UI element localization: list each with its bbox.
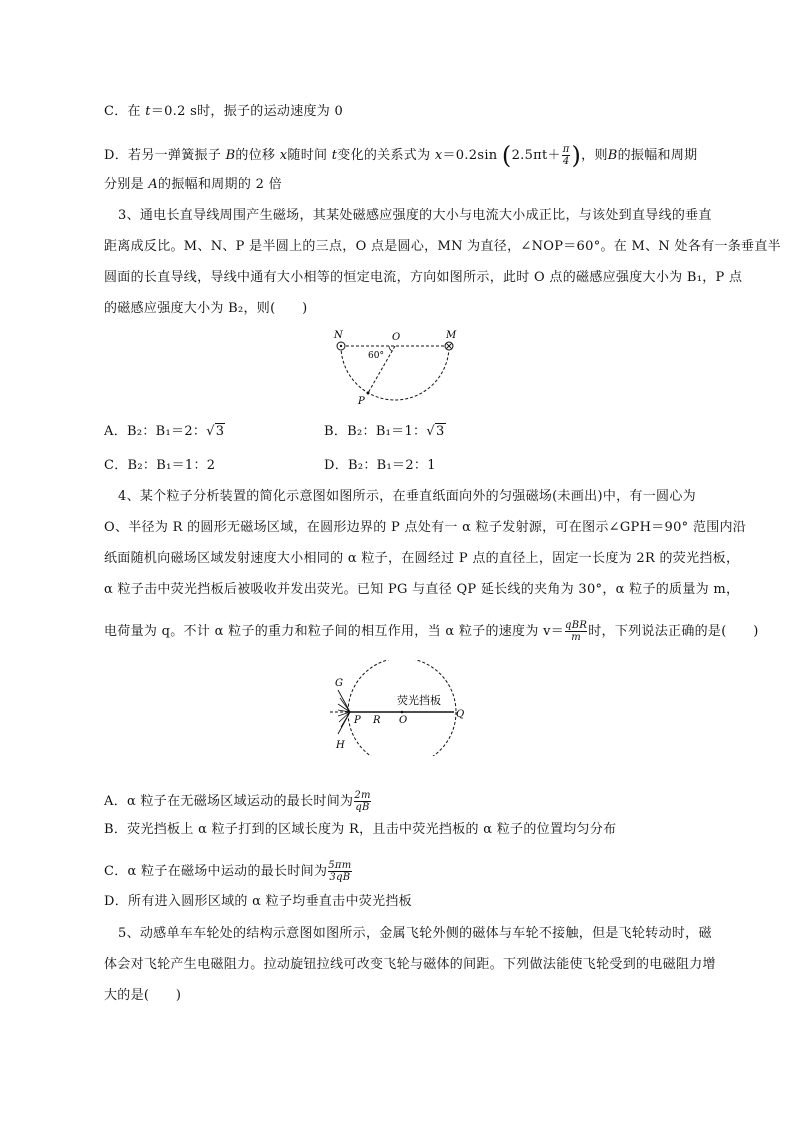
emitter-fan-icon [338, 698, 350, 727]
q3-stem-line3: 圆面的长直导线，导线中通有大小相等的恒定电流，方向如图所示，此时 O 点的磁感应强度大小为 B₁，P 点 [104, 270, 743, 285]
label-p: P [358, 396, 365, 407]
angle-arc [389, 346, 392, 351]
sqrt-symbol: √3 [426, 424, 445, 439]
label-h: H [336, 740, 345, 751]
q3-option-d: D．B₂：B₁＝2：1 [324, 458, 436, 473]
q3-stem-line2: 距离成反比。M、N、P 是半圆上的三点，O 点是圆心，MN 为直径，∠NOP＝60°。在 M、N 处各有一条垂直半 [104, 239, 781, 254]
q5-stem-line2: 体会对飞轮产生电磁阻力。拉动旋钮拉线可改变飞轮与磁体的间距。下列做法能使飞轮受到的电磁阻力增 [104, 957, 716, 972]
q4-stem-line5: 电荷量为 q。不计 α 粒子的重力和粒子间的相互作用，当 α 粒子的速度为 v＝ $\frac{\text{qBR}}{m}$ 时，下列说法正确的是( ) [104, 620, 759, 643]
q4-option-d: D．所有进入圆形区域的 α 粒子均垂直击中荧光挡板 [104, 894, 412, 909]
semicircle-arc [341, 346, 449, 400]
label-g: G [335, 678, 343, 689]
q4-stem-line2: O、半径为 R 的圆形无磁场区域，在圆形边界的 P 点处有一 α 粒子发射源，可在图示∠GPH＝90° 范围内沿 [104, 520, 747, 535]
sqrt-symbol: √3 [206, 424, 225, 439]
q5-stem-line1: 5、动感单车车轮处的结构示意图如图所示，金属飞轮外侧的磁体与车轮不接触，但是飞轮转动时，磁 [118, 926, 712, 941]
sin-argument: 2.5πt＋ [511, 148, 561, 163]
field-free-circle [348, 660, 456, 756]
q2-option-c: C．在 t＝0.2 s时，振子的运动速度为 0 [104, 104, 344, 119]
label-q: Q [456, 709, 465, 720]
ray-pg [338, 690, 350, 712]
label-o: O [399, 715, 408, 726]
q4-stem-line3: 纸面随机向磁场区域发射速度大小相同的 α 粒子，在圆经过 P 点的直径上，固定一长度为 2R 的荧光挡板， [104, 551, 740, 566]
q4-stem-line1: 4、某个粒子分析装置的简化示意图如图所示，在垂直纸面向外的匀强磁场(未画出)中，有一圆心为 [118, 489, 696, 504]
q3-option-c: C．B₂：B₁＝1：2 [104, 458, 216, 473]
q5-stem-line3: 大的是( ) [104, 988, 182, 1003]
q3-stem-line4: 的磁感应强度大小为 B₂，则( ) [104, 301, 308, 316]
q4-stem-line4: α 粒子击中荧光挡板后被吸收并发出荧光。已知 PG 与直径 QP 延长线的夹角为 30°，α 粒子的质量为 m， [104, 582, 740, 597]
label-o: O [392, 332, 401, 343]
point-p-dot [367, 392, 370, 395]
q3-semicircle-figure [328, 326, 468, 410]
label-r: R [373, 715, 381, 726]
label-n: N [334, 330, 343, 341]
q2-option-d-line2: 分别是 A的振幅和周期的 2 倍 [104, 177, 282, 192]
q3-stem-line1: 3、通电长直导线周围产生磁场，其某处磁感应强度的大小与电流大小成正比，与该处到直导线的垂直 [118, 208, 712, 223]
center-o-dot [401, 711, 404, 714]
q4-option-b: B．荧光挡板上 α 粒子打到的区域长度为 R，且击中荧光挡板的 α 粒子的位置均匀分布 [104, 822, 617, 837]
label-angle: 60° [368, 351, 384, 361]
q2-option-d: D．若另一弹簧振子 B的位移 x随时间 t变化的关系式为 x＝0.2sin (2.5πt＋ $\frac{\pi}{4}$ )，则B的振幅和周期 [104, 141, 698, 170]
q3-option-a: A．B₂：B₁＝2：√3 [104, 422, 225, 442]
wire-n-dot [340, 345, 342, 347]
label-screen: 荧光挡板 [397, 694, 441, 707]
q3-option-b: B．B₂：B₁＝1：√3 [324, 422, 446, 442]
q4-circle-figure [330, 660, 470, 756]
q4-option-c: C．α 粒子在磁场中运动的最长时间为 $\frac{5\pi m}{3qB}$ [104, 860, 352, 883]
label-p: P [354, 715, 361, 726]
label-m: M [446, 330, 457, 341]
q4-option-a: A．α 粒子在无磁场区域运动的最长时间为 $\frac{2m}{qB}$ [104, 790, 371, 813]
